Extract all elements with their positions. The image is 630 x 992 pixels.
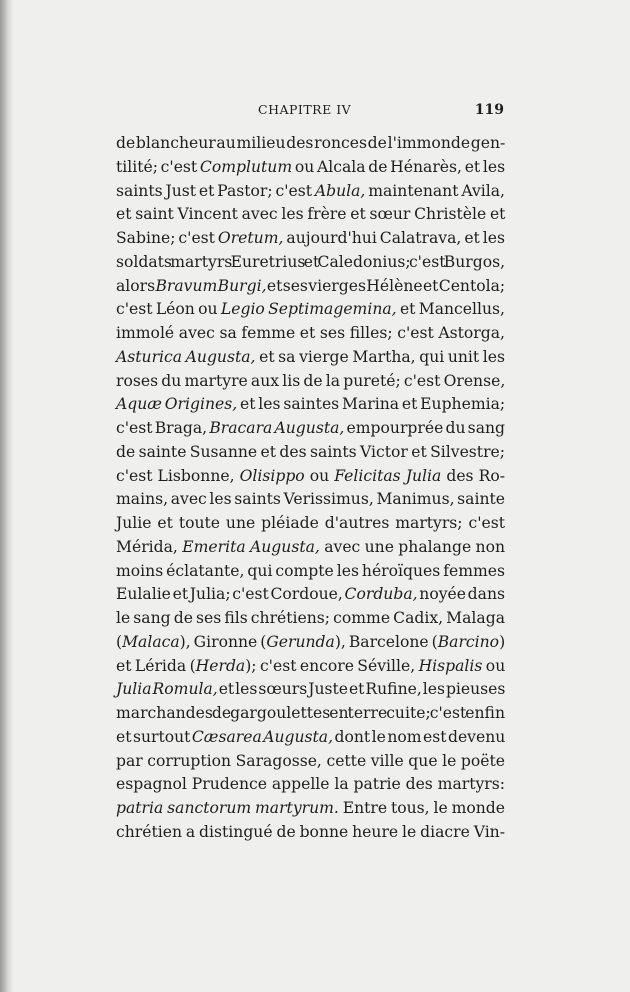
text-segment: mains, avec les saints Verissimus, Manimus, sainte <box>116 490 505 509</box>
text-segment: ) <box>499 632 506 651</box>
text-segment: tilité; c'est <box>116 157 200 176</box>
text-line <box>116 227 505 251</box>
italic-text: Julia Romula, <box>116 680 218 699</box>
text-segment: et surtout <box>116 727 192 746</box>
text-segment: Sabine; c'est <box>116 229 218 247</box>
italic-text: Barcino <box>437 632 500 651</box>
text-line <box>116 346 505 370</box>
italic-text: Oretum, <box>217 229 284 247</box>
text-line <box>116 203 505 227</box>
italic-text: Abula, <box>314 181 366 200</box>
text-line <box>116 417 505 441</box>
text-line <box>116 322 505 346</box>
text-line <box>116 607 505 631</box>
text-line <box>116 773 505 797</box>
text-segment: et saint Vincent avec les frère et sœur Christèle et <box>116 205 506 224</box>
text-line <box>116 251 505 275</box>
text-segment: Mérida, <box>116 537 183 556</box>
text-line <box>116 678 505 702</box>
text-segment: immolé avec sa femme et ses filles; c'est Astorga, <box>116 324 505 342</box>
text-segment: Entre tous, le monde <box>338 799 505 817</box>
italic-text: Emerita Augusta, <box>182 537 320 556</box>
italic-text: Aquæ Origines, <box>116 395 238 414</box>
italic-text: Olisippo <box>239 466 305 485</box>
text-line <box>116 631 505 655</box>
chapter-title: CHAPITRE IV <box>258 102 352 117</box>
text-segment: marchandes de gargoulettes en terre cuite; c'est enfin <box>116 704 505 722</box>
text-segment: noyée dans <box>417 585 505 604</box>
text-segment: aujourd'hui Calatrava, et les <box>283 229 505 247</box>
text-line <box>116 132 505 156</box>
page-body-text <box>116 132 505 845</box>
text-segment: des Ro- <box>441 466 505 485</box>
text-segment: le sang de ses fils chrétiens; comme Cadix, Malaga <box>116 609 505 627</box>
italic-text: Malaca <box>122 632 180 651</box>
text-segment: empourprée du sang <box>344 419 506 437</box>
text-line <box>116 726 505 750</box>
italic-text: Cæsarea Augusta, <box>191 727 334 746</box>
text-line <box>116 655 505 679</box>
text-segment: roses du martyre aux lis de la pureté; c'est Orense, <box>116 371 506 390</box>
italic-text: Herda <box>195 656 246 675</box>
text-segment: ou <box>304 466 335 485</box>
italic-text: Gerunda <box>266 632 335 651</box>
text-segment: et les saintes Marina et Euphemia; <box>237 395 506 414</box>
page-edge-shadow <box>0 0 14 992</box>
text-segment: et les sœurs Juste et Rufine, les pieuses <box>217 680 506 699</box>
text-segment: ou Alcala de Hénarès, et les <box>292 157 506 176</box>
text-line <box>116 821 505 845</box>
italic-text: Complutum <box>199 157 293 176</box>
text-line <box>116 702 505 726</box>
text-segment: ), Gironne ( <box>179 632 267 651</box>
text-line <box>116 465 505 489</box>
running-header <box>118 102 504 122</box>
text-segment: c'est Léon ou <box>116 300 221 319</box>
text-segment: Eulalie et Julia; c'est Cordoue, <box>116 585 345 604</box>
text-line <box>116 512 505 536</box>
text-segment: par corruption Saragosse, cette ville que le poëte <box>116 751 505 770</box>
text-segment: dont le nom est devenu <box>333 727 506 746</box>
text-segment: espagnol Prudence appelle la patrie des martyrs: <box>116 775 505 794</box>
text-segment: ); c'est encore Séville, <box>245 656 419 675</box>
italic-text: Bravum Burgi, <box>155 276 267 295</box>
text-segment: saints Just et Pastor; c'est <box>116 181 315 200</box>
text-line <box>116 536 505 560</box>
text-line <box>116 180 505 204</box>
text-segment: Julie et toute une pléiade d'autres martyrs; c'est <box>116 514 505 532</box>
text-segment: et ses vierges Hélène et Centola; <box>266 276 506 295</box>
text-segment: ou <box>482 656 506 675</box>
italic-text: Asturica Augusta, <box>116 347 256 366</box>
text-segment: de blancheur au milieu des ronces de l'immonde gen- <box>116 134 506 152</box>
italic-text: Legio Septimagemina, <box>220 300 397 319</box>
text-line <box>116 298 505 322</box>
text-segment: ), Barcelone ( <box>334 632 438 651</box>
text-segment: moins éclatante, qui compte les héroïques femmes <box>116 561 506 580</box>
italic-text: Hispalis <box>418 656 483 675</box>
text-segment: c'est Lisbonne, <box>116 466 240 485</box>
text-line <box>116 583 505 607</box>
italic-text: patria sanctorum martyrum. <box>116 799 339 817</box>
text-line <box>116 370 505 394</box>
text-segment: c'est Braga, <box>116 419 210 437</box>
text-segment: avec une phalange non <box>319 537 505 556</box>
text-line <box>116 393 505 417</box>
page-number: 119 <box>474 102 504 118</box>
text-segment: alors <box>116 276 156 295</box>
text-line <box>116 156 505 180</box>
italic-text: Corduba, <box>344 585 418 604</box>
text-segment: maintenant Avila, <box>365 181 505 200</box>
text-line <box>116 797 505 821</box>
text-line <box>116 441 505 465</box>
text-segment: de sainte Susanne et des saints Victor et Silvestre; <box>116 442 505 461</box>
italic-text: Felicitas Julia <box>334 466 442 485</box>
text-line <box>116 750 505 774</box>
text-line <box>116 560 505 584</box>
italic-text: Bracara Augusta, <box>209 419 345 437</box>
text-segment: et Lérida ( <box>116 656 196 675</box>
text-segment: et sa vierge Martha, qui unit les <box>255 347 505 366</box>
text-line <box>116 275 505 299</box>
text-segment: et Mancellus, <box>396 300 505 319</box>
text-segment: ( <box>116 632 123 651</box>
text-segment: soldats martyrs Euretrius et Caledonius; c'est Burgos, <box>116 252 506 271</box>
text-line <box>116 488 505 512</box>
text-segment: chrétien a distingué de bonne heure le diacre Vin- <box>116 822 505 841</box>
